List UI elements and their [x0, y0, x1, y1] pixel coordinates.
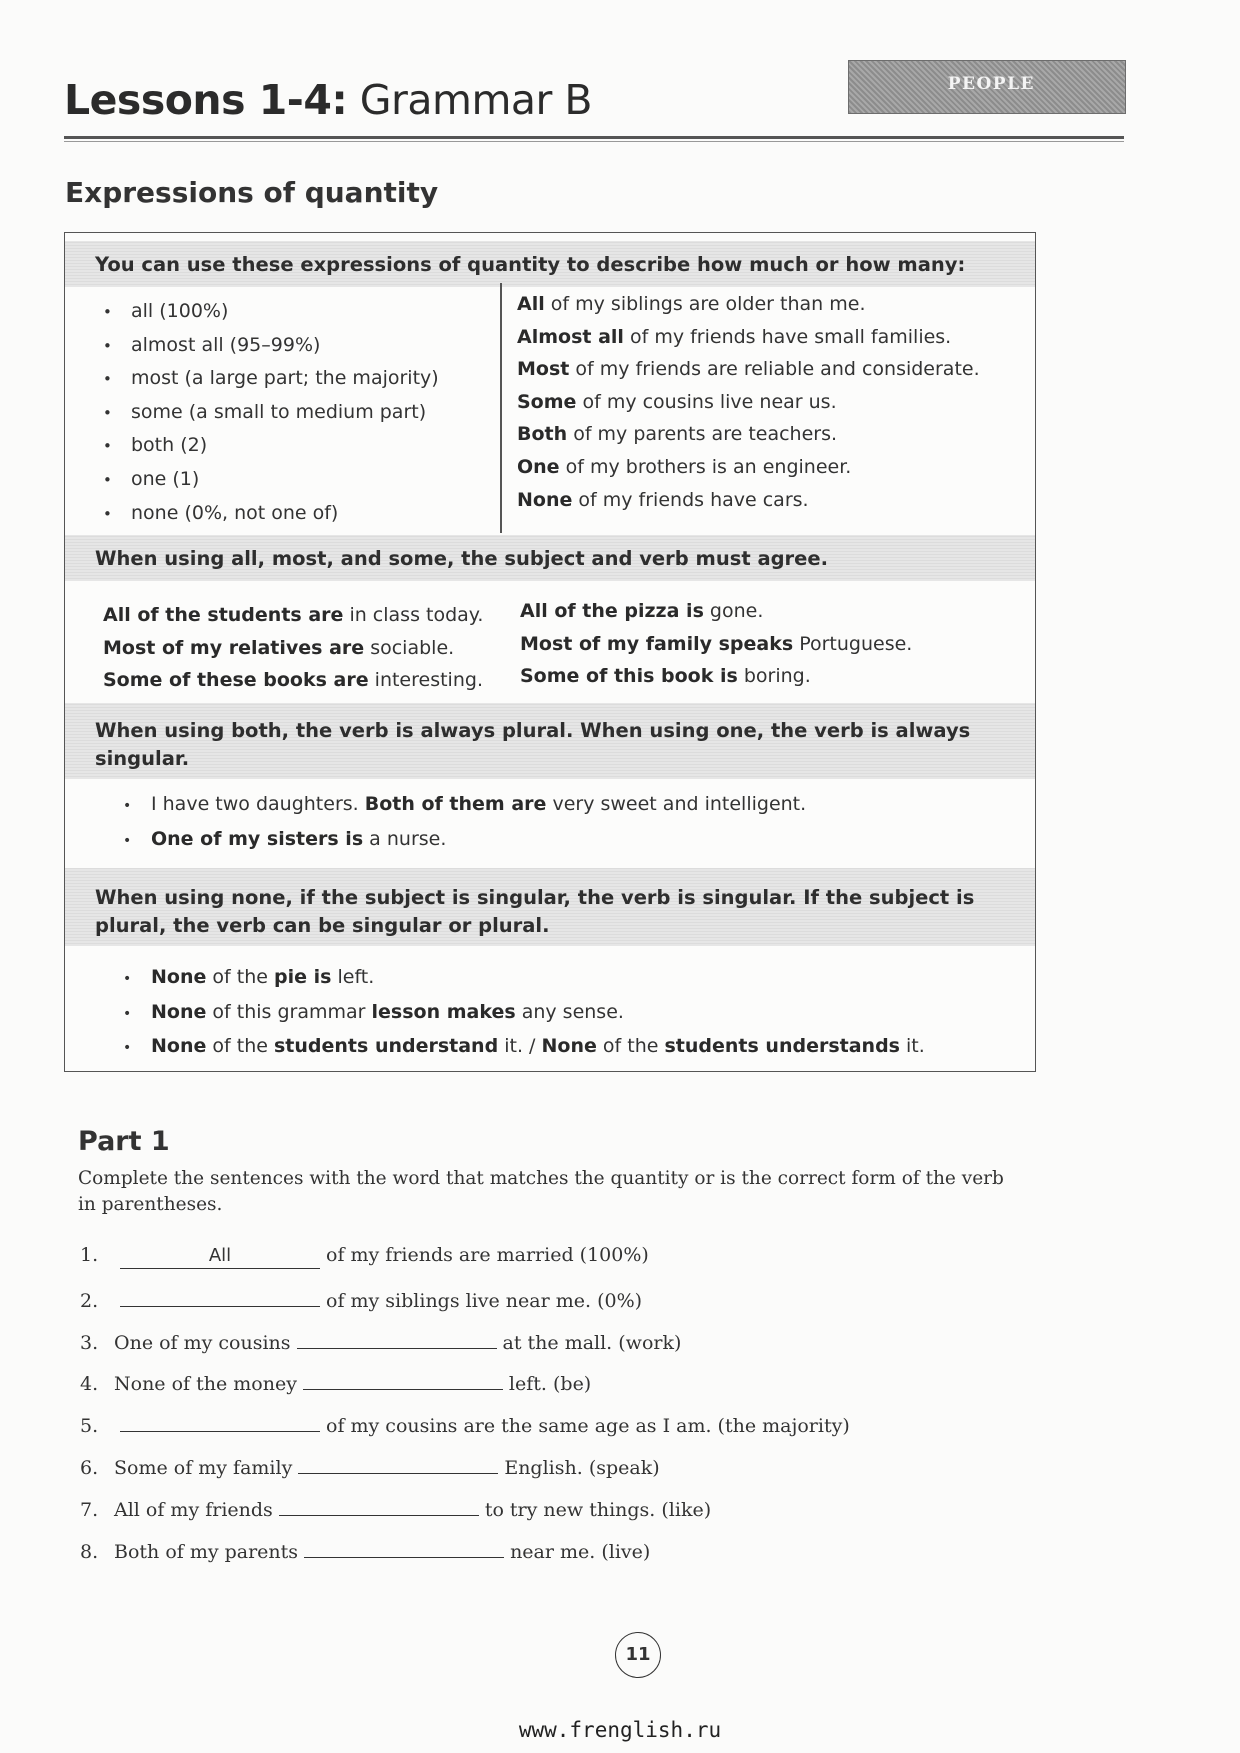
quantity-item: • all (100%)	[103, 295, 439, 329]
page-title-topic: Grammar B	[347, 76, 593, 124]
page-number: 11	[615, 1632, 661, 1678]
section-heading: Expressions of quantity	[65, 176, 439, 209]
example-item	[517, 484, 980, 517]
example-item	[517, 386, 980, 419]
page-title	[64, 76, 592, 124]
example-text: of this grammar	[206, 1000, 372, 1023]
item-suffix: of my cousins are the same age as I am. (the majority)	[326, 1415, 850, 1438]
intro-band: You can use these expressions of quantity to describe how much or how many:	[65, 241, 1035, 287]
example-quantifier: None	[517, 488, 573, 511]
answer-blank[interactable]	[120, 1407, 320, 1432]
page-title-lessons: Lessons 1-4:	[64, 76, 348, 124]
agreement-example	[103, 664, 483, 697]
agreement-example	[520, 628, 912, 661]
both-one-examples	[123, 788, 806, 857]
title-rule-thin	[64, 141, 1124, 142]
quantity-item: • both (2)	[103, 429, 439, 463]
agreement-rule-band: When using all, most, and some, the subject and verb must agree.	[65, 535, 1035, 581]
agreement-example	[103, 632, 483, 665]
agreement-example	[103, 599, 483, 632]
example-subject-verb: One of my sisters is	[151, 827, 364, 850]
example-text: of my friends are reliable and considerate.	[569, 358, 980, 381]
example-item	[517, 353, 980, 386]
exercise-instructions: Complete the sentences with the word that matches the quantity or is the correct form of the verb in parentheses.	[78, 1168, 1004, 1215]
quantity-item: • none (0%, not one of)	[103, 497, 439, 531]
answer-blank[interactable]	[297, 1324, 497, 1349]
none-word: None	[151, 1035, 207, 1058]
quantity-item: • most (a large part; the majority)	[103, 362, 439, 396]
agreement-subject-verb: Some of this book is	[520, 665, 738, 688]
item-number: 7.	[80, 1498, 99, 1521]
example-quantifier: All	[517, 293, 545, 315]
example-text: of my parents are teachers.	[567, 423, 838, 446]
none-rule-band: When using none, if the subject is singular, the verb is singular. If the subject is plural, the verb can be singular or plural.	[65, 868, 1035, 946]
example-text: of my cousins live near us.	[576, 390, 837, 413]
item-suffix: left. (be)	[508, 1373, 592, 1396]
agreement-subject-verb: All of the students are	[103, 604, 344, 626]
item-suffix: English. (speak)	[504, 1456, 660, 1479]
item-prefix: Both of my parents	[114, 1540, 299, 1563]
example-text: of my friends have cars.	[572, 488, 809, 511]
example-text: a nurse.	[363, 827, 447, 850]
item-number: 6.	[80, 1456, 99, 1479]
grammar-box	[64, 232, 1036, 1072]
title-rule	[64, 136, 1124, 139]
item-prefix: One of my cousins	[114, 1331, 291, 1354]
section-tag	[848, 60, 1126, 114]
answer-blank[interactable]	[303, 1365, 503, 1390]
agreement-text: Portuguese.	[793, 632, 913, 655]
agreement-subject-verb: Most of my family speaks	[520, 632, 794, 655]
item-prefix: All of my friends	[114, 1498, 273, 1521]
agreement-singular-examples	[520, 595, 912, 693]
item-suffix: near me. (live)	[510, 1540, 651, 1563]
none-examples	[123, 961, 925, 1065]
item-suffix: of my siblings live near me. (0%)	[326, 1289, 643, 1312]
example-quantifier: Some	[517, 390, 577, 413]
agreement-subject-verb: All of the pizza is	[520, 600, 704, 622]
exercise-item	[80, 1449, 850, 1491]
section-tag-label: PEOPLE	[947, 74, 1035, 94]
example-subject-verb: lesson makes	[371, 1000, 516, 1023]
exercise-item	[80, 1282, 850, 1324]
exercise-item	[80, 1491, 850, 1533]
example-text: of my brothers is an engineer.	[559, 455, 852, 478]
item-suffix: to try new things. (like)	[484, 1498, 712, 1521]
example-text: of the	[206, 966, 274, 988]
item-number: 2.	[80, 1289, 99, 1312]
exercise-item	[80, 1240, 850, 1282]
example-text: it.	[899, 1035, 925, 1058]
item-suffix: of my friends are married (100%)	[326, 1244, 649, 1266]
exercise-list	[80, 1240, 850, 1574]
exercise-item	[80, 1407, 850, 1449]
agreement-example	[520, 660, 912, 693]
none-example	[123, 996, 925, 1031]
example-item	[517, 451, 980, 484]
quantity-item: • one (1)	[103, 463, 439, 497]
example-list	[517, 288, 980, 516]
item-number: 1.	[80, 1244, 99, 1266]
none-example	[123, 961, 925, 996]
answer-blank[interactable]: All	[120, 1244, 320, 1269]
quantity-list	[103, 295, 439, 530]
part-heading: Part 1	[78, 1126, 170, 1157]
item-number: 3.	[80, 1331, 99, 1354]
agreement-text: boring.	[737, 665, 811, 688]
answer-blank[interactable]	[298, 1449, 498, 1474]
agreement-example	[520, 595, 912, 628]
exercise-item	[80, 1365, 850, 1407]
agreement-text: sociable.	[364, 636, 455, 659]
agreement-plural-examples	[103, 599, 483, 697]
example-item	[517, 321, 980, 354]
quantity-item: • almost all (95–99%)	[103, 329, 439, 363]
example-quantifier: Almost all	[517, 325, 624, 348]
example-subject-verb: students understand	[274, 1035, 499, 1058]
example-text: of my siblings are older than me.	[544, 293, 866, 315]
example-item	[517, 288, 980, 321]
example-subject-verb: pie is	[274, 966, 332, 988]
column-divider	[500, 283, 502, 533]
both-one-example	[123, 788, 806, 823]
none-example	[123, 1030, 925, 1065]
none-word: None	[151, 966, 207, 988]
example-text: of my friends have small families.	[623, 325, 952, 348]
example-text: of the	[206, 1035, 274, 1058]
answer-blank[interactable]	[304, 1533, 504, 1558]
agreement-text: in class today.	[343, 604, 484, 626]
item-number: 4.	[80, 1373, 99, 1396]
none-word: None	[151, 1000, 207, 1023]
example-text: it. /	[498, 1035, 542, 1058]
item-prefix: None of the money	[114, 1373, 297, 1396]
quantity-item: • some (a small to medium part)	[103, 396, 439, 430]
example-subject-verb: students understands	[664, 1035, 900, 1058]
both-one-rule-band: When using both, the verb is always plural. When using one, the verb is always singular.	[65, 703, 1035, 779]
item-number: 5.	[80, 1415, 99, 1438]
example-text: of the	[596, 1035, 665, 1058]
footer-url: www.frenglish.ru	[518, 1718, 722, 1742]
agreement-text: gone.	[703, 600, 764, 622]
both-one-example	[123, 823, 806, 858]
example-subject-verb: Both of them are	[364, 793, 547, 815]
answer-blank[interactable]	[279, 1491, 479, 1516]
none-word: None	[541, 1035, 597, 1058]
agreement-subject-verb: Most of my relatives are	[103, 636, 365, 659]
example-text: any sense.	[515, 1000, 624, 1023]
example-text: left.	[331, 966, 375, 988]
exercise-item	[80, 1324, 850, 1366]
example-pre: I have two daughters.	[151, 793, 365, 815]
example-quantifier: One	[517, 455, 560, 478]
example-quantifier: Most	[517, 358, 570, 381]
example-text: very sweet and intelligent.	[546, 793, 807, 815]
item-prefix: Some of my family	[114, 1456, 293, 1479]
agreement-subject-verb: Some of these books are	[103, 669, 369, 692]
exercise-item	[80, 1533, 850, 1575]
item-number: 8.	[80, 1540, 99, 1563]
item-suffix: at the mall. (work)	[502, 1331, 682, 1354]
agreement-text: interesting.	[368, 669, 483, 692]
example-quantifier: Both	[517, 423, 568, 446]
answer-blank[interactable]	[120, 1282, 320, 1307]
example-item	[517, 418, 980, 451]
